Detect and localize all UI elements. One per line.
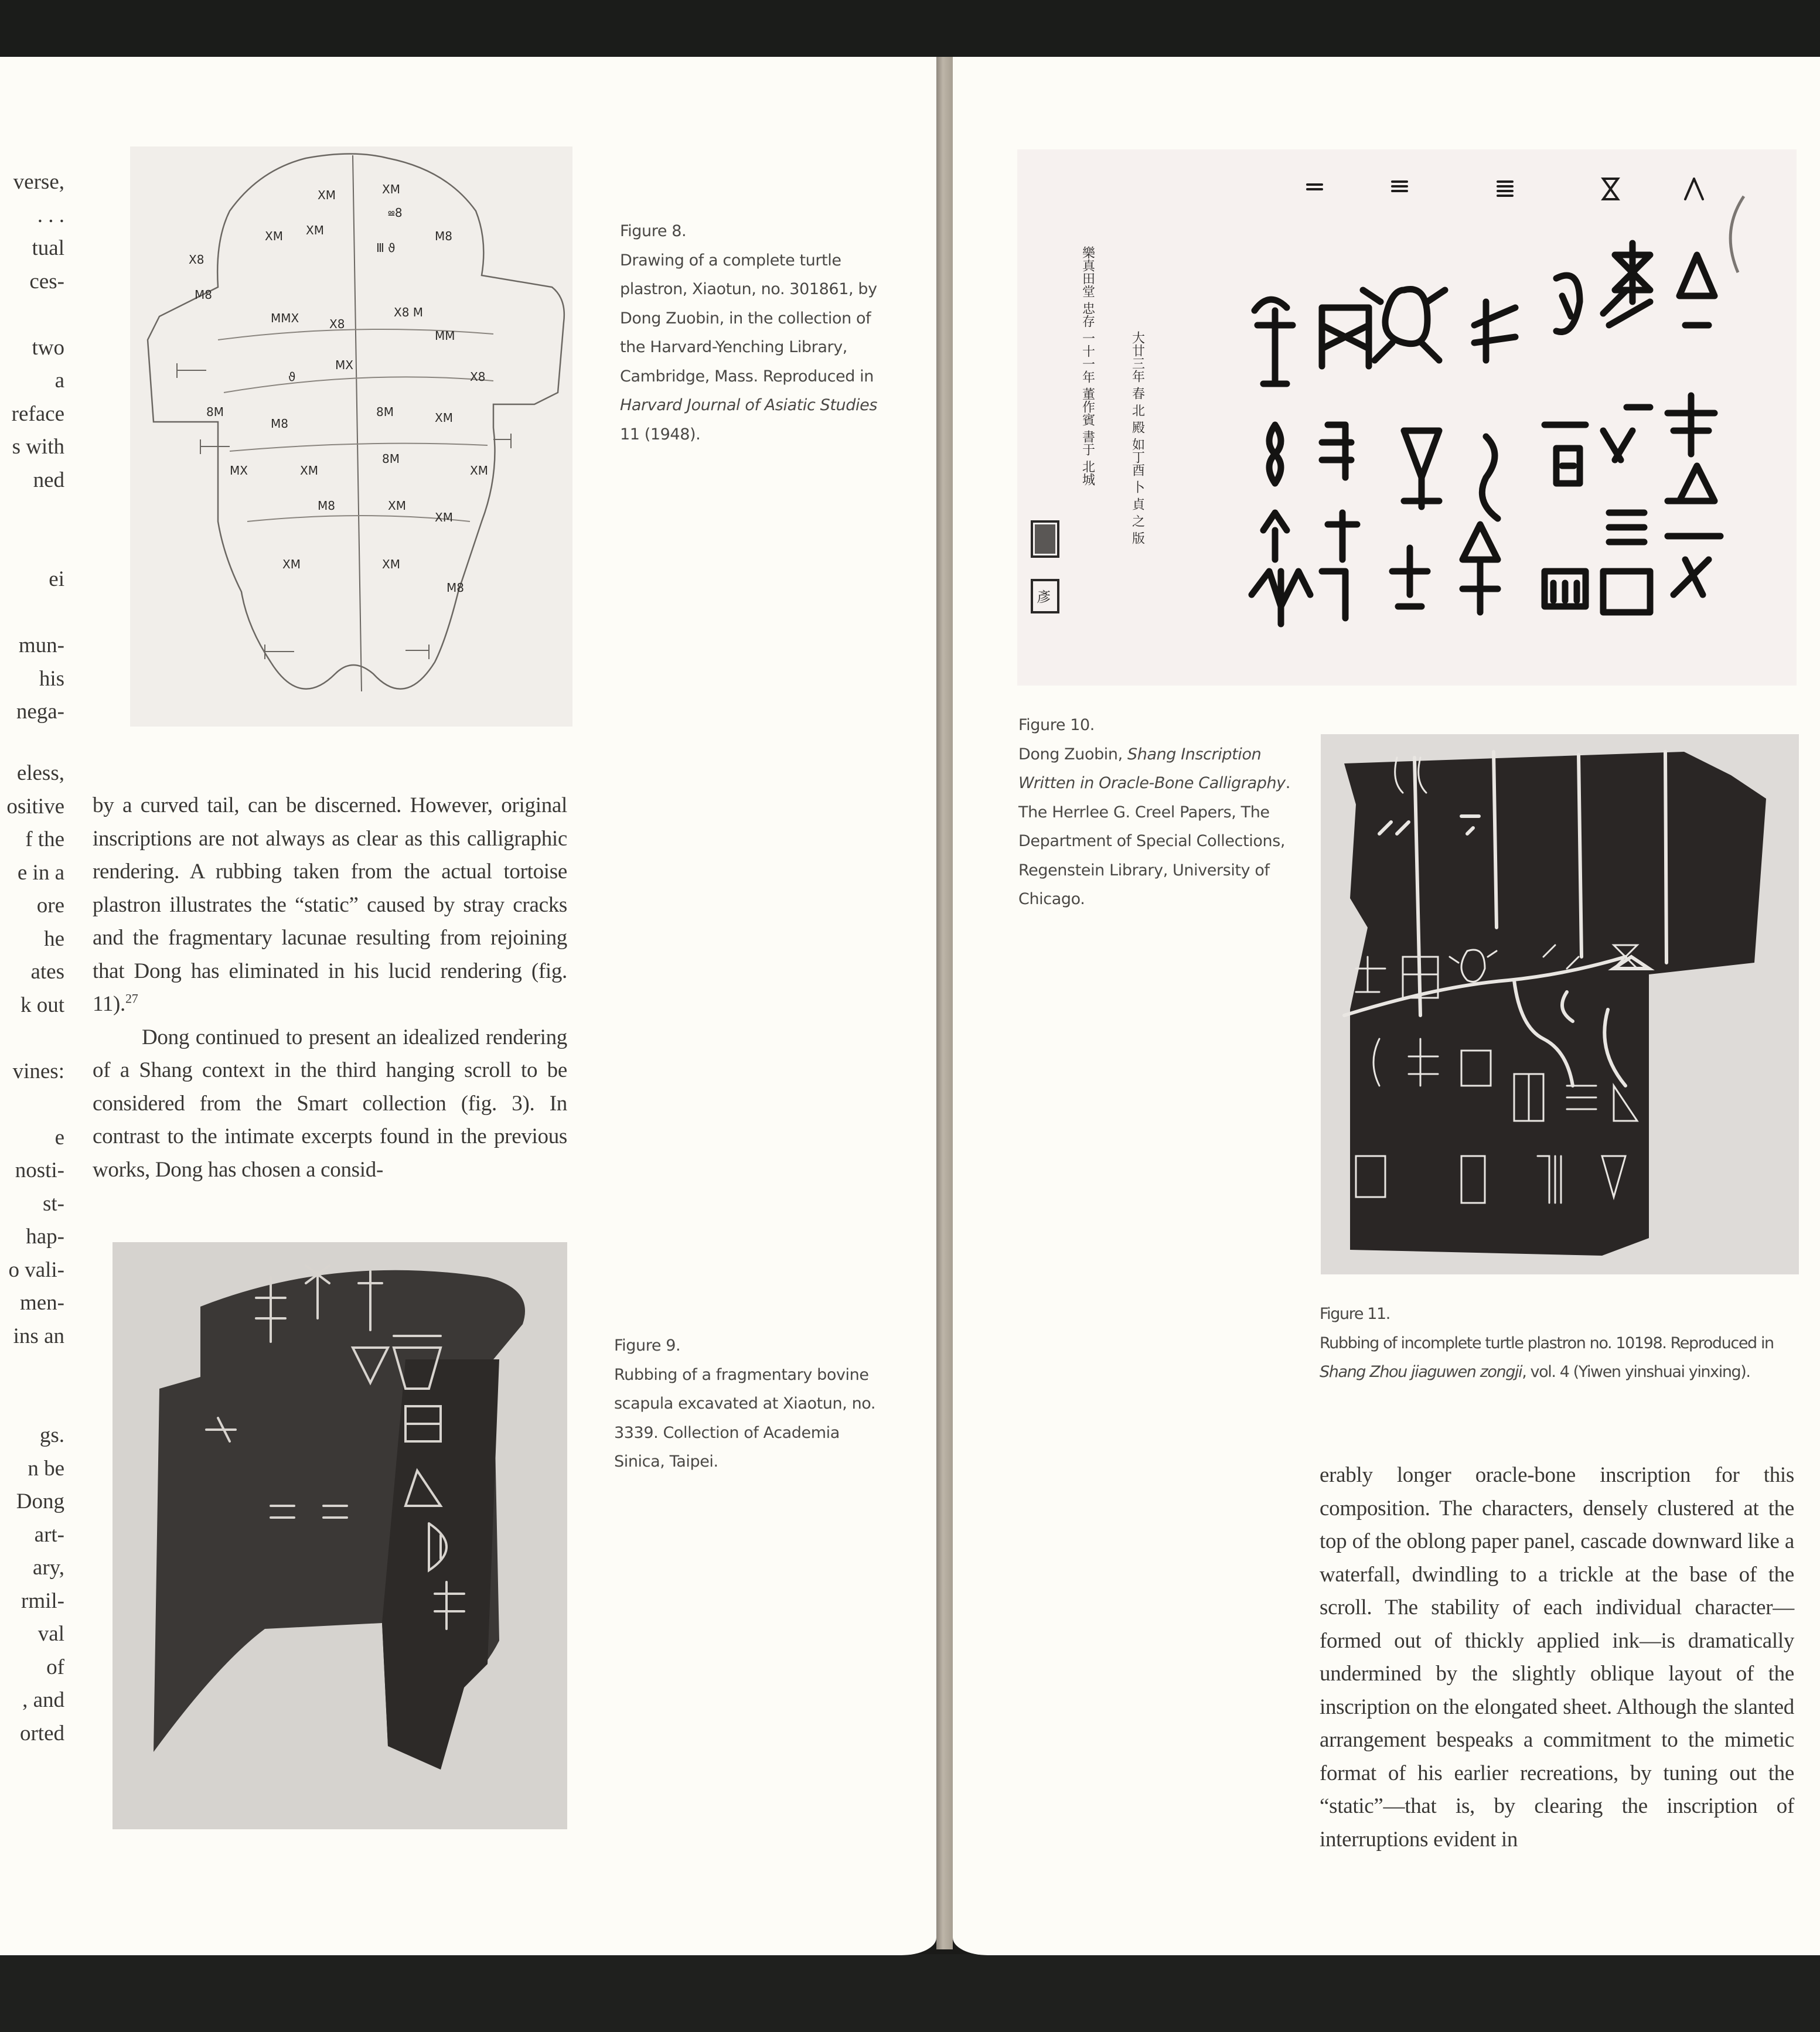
figure-9-caption bbox=[614, 1331, 889, 1477]
figure-10-label: Figure 10. bbox=[1018, 716, 1095, 734]
margin-text-line: f the bbox=[25, 827, 64, 851]
margin-text-line bbox=[0, 530, 64, 564]
body-paragraph: Dong continued to present an idealized rendering of a Shang context in the third hanging scroll to be considered from the Smart collection (fig. 3). In contrast to the intimate excerpts found in the previous works, Dong has chosen a consid- bbox=[93, 1025, 567, 1182]
svg-text:XM: XM bbox=[282, 557, 301, 571]
margin-text-line: val bbox=[38, 1622, 64, 1646]
margin-text-line: two bbox=[32, 335, 64, 360]
margin-text-line: ces- bbox=[29, 269, 64, 294]
svg-text:M8: M8 bbox=[318, 499, 335, 513]
figure-9-label: Figure 9. bbox=[614, 1337, 681, 1355]
svg-text:MM: MM bbox=[435, 329, 455, 343]
right-page-body-text bbox=[1320, 1459, 1794, 1856]
figure-8-image bbox=[130, 146, 572, 727]
svg-text:X8: X8 bbox=[189, 253, 205, 267]
svg-text:樂真田堂 忠存 一十一年 董作賓 書于 北城: 樂真田堂 忠存 一十一年 董作賓 書于 北城 bbox=[1080, 246, 1095, 486]
margin-text-line bbox=[0, 1353, 64, 1386]
margin-text-line: st- bbox=[43, 1191, 64, 1216]
figure-9-image bbox=[113, 1242, 567, 1829]
margin-text-line: a bbox=[54, 369, 64, 393]
svg-text:X8 M: X8 M bbox=[394, 305, 424, 319]
margin-text-line: men- bbox=[19, 1291, 64, 1315]
figure-10-caption-text: Dong Zuobin, Shang Inscription Written in Oracle-Bone Calligraphy. The Herrlee G. Creel Papers, The Department of Special Collections, Regenstein Library, University of Chicago. bbox=[1018, 745, 1290, 908]
footnote-marker[interactable]: 27 bbox=[125, 991, 138, 1006]
margin-text-fragments-bottom bbox=[0, 757, 64, 1750]
svg-text:X8: X8 bbox=[470, 370, 486, 384]
top-dark-background bbox=[0, 0, 1820, 57]
margin-text-line: e bbox=[54, 1125, 64, 1150]
margin-text-line: rmil- bbox=[21, 1588, 64, 1613]
margin-text-line: ins an bbox=[13, 1324, 64, 1348]
figure-8-caption-text: Drawing of a complete turtle plastron, Xiaotun, no. 301861, by Dong Zuobin, in the collection of the Harvard-Yenching Library, Cambridge, Mass. Reproduced in Harvard Journal of Asiatic Studies 11 (1948). bbox=[620, 251, 877, 444]
margin-text-line: ositive bbox=[6, 794, 64, 819]
turtle-plastron-drawing-icon bbox=[130, 146, 572, 727]
figure-9-caption-text: Rubbing of a fragmentary bovine scapula excavated at Xiaotun, no. 3339. Collection of Academia Sinica, Taipei. bbox=[614, 1365, 876, 1471]
margin-text-line: verse, bbox=[13, 170, 64, 194]
svg-text:M8: M8 bbox=[435, 229, 452, 243]
margin-text-line: nosti- bbox=[15, 1158, 64, 1182]
margin-text-line: ates bbox=[30, 960, 64, 984]
figure-11-caption bbox=[1320, 1300, 1818, 1387]
left-page-body-text bbox=[93, 789, 567, 1187]
margin-text-line: vines: bbox=[12, 1059, 64, 1083]
margin-text-line: ore bbox=[36, 894, 64, 918]
svg-text:ⳬ8: ⳬ8 bbox=[388, 206, 403, 220]
margin-text-line: orted bbox=[19, 1721, 64, 1745]
margin-text-line: k out bbox=[20, 993, 64, 1017]
svg-text:MX: MX bbox=[230, 463, 248, 478]
figure-10-work-title: Shang Inscription Written in Oracle-Bone Calligraphy bbox=[1018, 745, 1286, 792]
svg-text:彥: 彥 bbox=[1037, 589, 1051, 605]
svg-text:8M: 8M bbox=[382, 452, 400, 466]
margin-text-line: s with bbox=[12, 435, 64, 459]
margin-text-line: hap- bbox=[26, 1225, 64, 1249]
margin-text-line bbox=[0, 298, 64, 332]
svg-text:XM: XM bbox=[388, 499, 406, 513]
margin-text-fragments-top bbox=[0, 166, 64, 729]
svg-text:Ⅲ ϑ: Ⅲ ϑ bbox=[376, 241, 396, 255]
svg-text:M8: M8 bbox=[271, 417, 288, 431]
margin-text-line: Dong bbox=[16, 1489, 64, 1513]
figure-11-label: Figure 11. bbox=[1320, 1305, 1390, 1323]
margin-text-line: tual bbox=[32, 236, 64, 260]
svg-text:XM: XM bbox=[470, 463, 488, 478]
svg-text:大廿三年 春 北 殿 如丁酉 卜 貞 之 版: 大廿三年 春 北 殿 如丁酉 卜 貞 之 版 bbox=[1130, 331, 1145, 544]
body-paragraph: erably longer oracle-bone inscription for this composition. The characters, densely clustered at the top of the oblong paper panel, cascade downward like a waterfall, dwindling to a trickle at the base of the scroll. The stability of each individual character—formed out of thickly applied ink—is dramatically undermined by the slightly oblique layout of the inscription on the elongated sheet. Although the slanted arrangement bespeaks a commitment to the mimetic format of his earlier recreations, by tuning out the “static”—that is, by clearing the inscription of interruptions evident in bbox=[1320, 1463, 1794, 1852]
margin-text-line: he bbox=[44, 926, 64, 951]
svg-text:8M: 8M bbox=[206, 405, 224, 419]
margin-text-line: ei bbox=[49, 567, 64, 591]
margin-text-line: ary, bbox=[32, 1556, 64, 1580]
figure-11-image bbox=[1321, 734, 1799, 1274]
svg-text:XM: XM bbox=[300, 463, 318, 478]
margin-text-line bbox=[0, 1022, 64, 1055]
figure-10-image bbox=[1017, 149, 1797, 686]
book-gutter bbox=[936, 57, 953, 1949]
svg-text:XM: XM bbox=[318, 188, 336, 202]
svg-text:XM: XM bbox=[265, 229, 283, 243]
margin-text-line bbox=[0, 596, 64, 630]
oracle-bone-calligraphy-icon bbox=[1017, 149, 1797, 686]
svg-text:MX: MX bbox=[335, 358, 353, 372]
margin-text-line: eless, bbox=[16, 761, 64, 785]
margin-text-line: reface bbox=[11, 401, 64, 426]
margin-text-line: . . . bbox=[37, 203, 64, 227]
figure-11-caption-text: Rubbing of incomplete turtle plastron no. 10198. Reproduced in Shang Zhou jiaguwen zongji, vol. 4 (Yiwen yinshuai yinxing). bbox=[1320, 1334, 1774, 1381]
figure-10-caption bbox=[1018, 711, 1294, 914]
svg-text:XM: XM bbox=[435, 411, 453, 425]
svg-text:X8: X8 bbox=[329, 317, 345, 331]
figure-8-source-title: Harvard Journal of Asiatic Studies bbox=[620, 396, 877, 414]
svg-text:M8: M8 bbox=[447, 581, 464, 595]
svg-text:XM: XM bbox=[382, 557, 400, 571]
margin-text-line: o vali- bbox=[8, 1257, 64, 1282]
margin-text-line: of bbox=[46, 1655, 64, 1679]
margin-text-line: e in a bbox=[17, 860, 64, 885]
margin-text-line bbox=[0, 1386, 64, 1420]
margin-text-line: nega- bbox=[16, 700, 64, 724]
margin-text-line: mun- bbox=[18, 633, 64, 657]
svg-text:XM: XM bbox=[435, 510, 453, 524]
margin-text-line bbox=[0, 1088, 64, 1121]
margin-text-line: n be bbox=[28, 1456, 64, 1481]
margin-text-line bbox=[0, 497, 64, 530]
svg-text:MMX: MMX bbox=[271, 311, 299, 325]
bovine-scapula-rubbing-icon bbox=[113, 1242, 567, 1829]
body-paragraph: by a curved tail, can be discerned. However, original inscriptions are not always as clear as this calligraphic rendering. A rubbing taken from the actual tortoise plastron illustrates the “static” caused by stray cracks and the fragmentary lacunae resulting from rejoining that Dong has eliminated in his lucid rendering (fig. 11).$^{27}$ bbox=[93, 793, 567, 1016]
svg-text:XM: XM bbox=[306, 223, 324, 237]
turtle-plastron-rubbing-icon bbox=[1321, 734, 1799, 1274]
margin-text-line: , and bbox=[22, 1688, 64, 1712]
margin-text-line: gs. bbox=[39, 1423, 64, 1447]
margin-text-line: ned bbox=[33, 468, 64, 492]
svg-text:XM: XM bbox=[382, 182, 400, 196]
figure-8-caption bbox=[620, 217, 895, 449]
figure-8-label: Figure 8. bbox=[620, 222, 687, 240]
margin-text-line: art- bbox=[34, 1522, 64, 1547]
svg-text:M8: M8 bbox=[195, 288, 212, 302]
bottom-dark-background bbox=[0, 1954, 1820, 2032]
margin-text-line: his bbox=[39, 666, 64, 691]
svg-text:ϑ: ϑ bbox=[288, 370, 296, 384]
svg-text:8M: 8M bbox=[376, 405, 394, 419]
figure-11-source-title: Shang Zhou jiaguwen zongji bbox=[1320, 1363, 1522, 1381]
